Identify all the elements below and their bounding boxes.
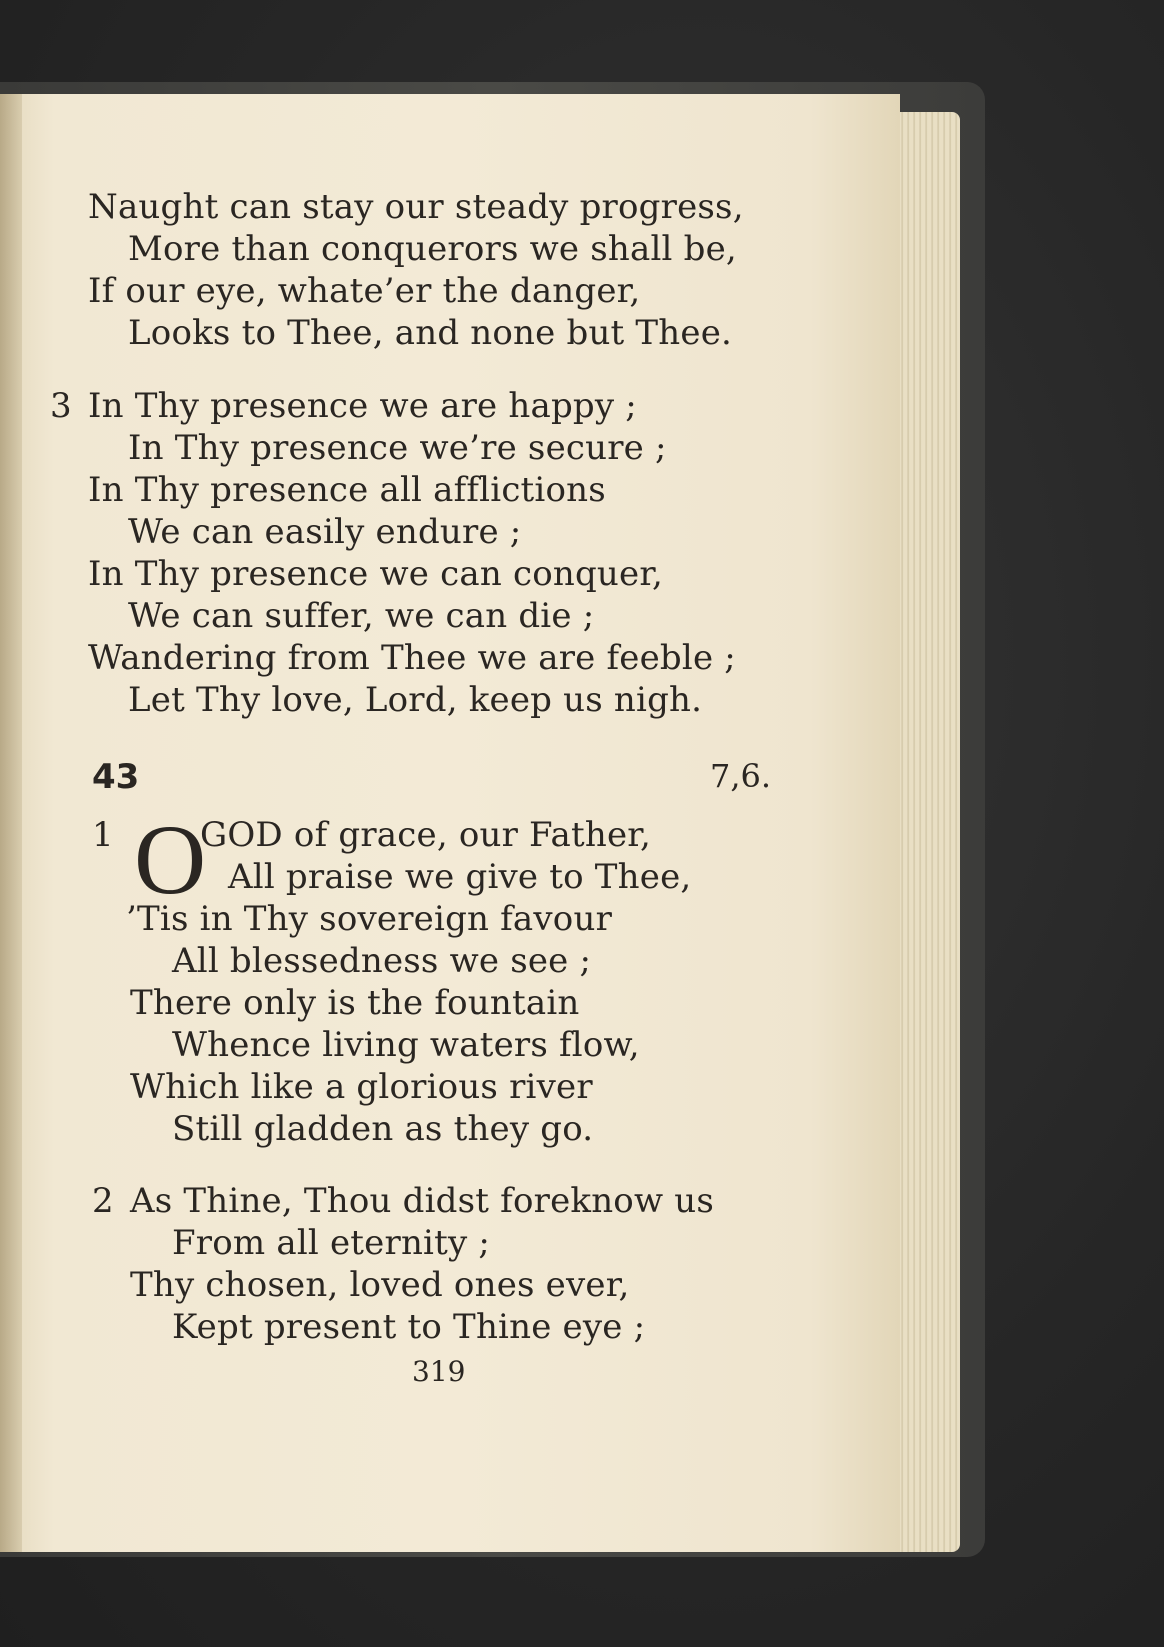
hymn-meter: 7,6. [710,757,772,795]
verse-number: 2 [92,1181,114,1221]
page-number: 319 [412,1355,466,1388]
verse-line: Looks to Thee, and none but Thee. [128,313,733,353]
verse-line: Which like a glorious river [130,1067,593,1107]
verse-line: All blessedness we see ; [172,941,592,981]
verse-line: In Thy presence we can conquer, [88,554,664,594]
verse-line: From all eternity ; [172,1223,491,1263]
verse-line: We can suffer, we can die ; [128,596,595,636]
verse-line: Thy chosen, loved ones ever, [130,1265,630,1305]
verse-line: Still gladden as they go. [172,1109,594,1149]
verse-line: Kept present to Thine eye ; [172,1307,646,1347]
verse-number: 1 [92,815,114,855]
verse-line: If our eye, whate’er the danger, [88,271,641,311]
verse-line: In Thy presence all afflictions [88,470,606,510]
hymn-number: 43 [92,757,140,797]
verse-line: In Thy presence we’re secure ; [128,428,667,468]
verse-line: Let Thy love, Lord, keep us nigh. [128,680,703,720]
verse-line: All praise we give to Thee, [228,857,692,897]
verse-line: Whence living waters flow, [172,1025,640,1065]
verse-line: Naught can stay our steady progress, [88,187,744,227]
verse-line: In Thy presence we are happy ; [88,386,637,426]
verse-line: There only is the fountain [130,983,580,1023]
drop-cap: O [134,804,207,915]
verse-number: 3 [50,386,72,426]
verse-line: We can easily endure ; [128,512,522,552]
verse-line: More than conquerors we shall be, [128,229,737,269]
verse-line: ’Tis in Thy sovereign favour [126,899,613,939]
verse-line: As Thine, Thou didst foreknow us [130,1181,715,1221]
verse-line: GOD of grace, our Father, [200,815,652,855]
page-gutter [0,94,22,1552]
verse-line: Wandering from Thee we are feeble ; [88,638,736,678]
